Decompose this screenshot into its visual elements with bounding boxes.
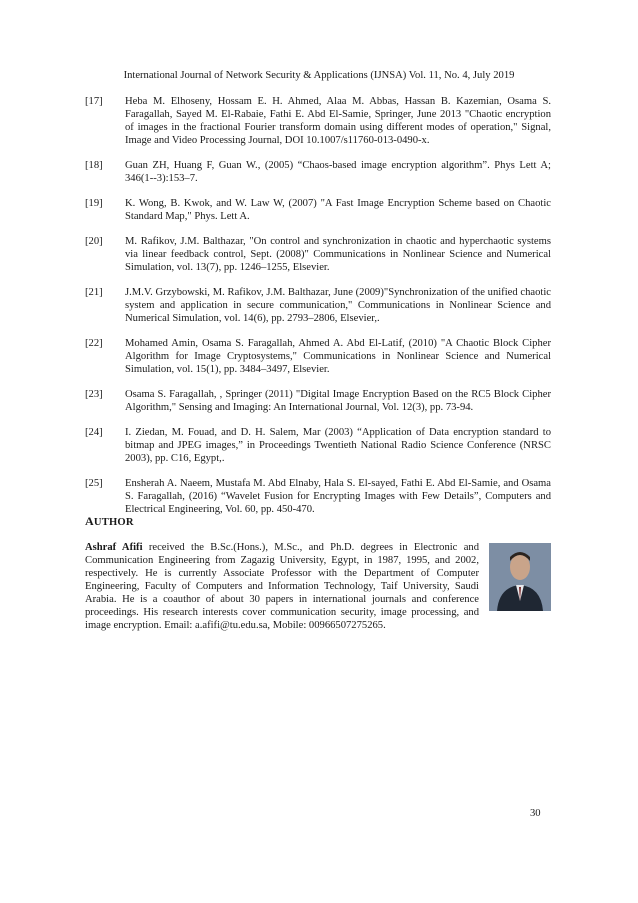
page-number: 30 bbox=[530, 808, 541, 819]
reference-number: [17] bbox=[85, 96, 103, 107]
reference-text: J.M.V. Grzybowski, M. Rafikov, J.M. Balthazar, June (2009)"Synchronization of the unified chaotic system and application in secure communication," Communications in Nonlinear Science and Numerical Simulation, vol. 14(6), pp. 2793–2806, Elsevier,. bbox=[125, 287, 551, 324]
reference-item bbox=[85, 477, 551, 516]
reference-text: Heba M. Elhoseny, Hossam E. H. Ahmed, Alaa M. Abbas, Hassan B. Kazemian, Osama S. Faragallah, Sayed M. El-Rabaie, Fathi E. Abd El-Samie, Springer, June 2013 "Chaotic encryption of images in the fractional Fourier transform domain using different modes of operation," Signal, Image and Video Processing Journal, DOI 10.1007/s11760-013-0490-x. bbox=[125, 96, 551, 146]
journal-header: International Journal of Network Security & Applications (IJNSA) Vol. 11, No. 4, July 2019 bbox=[123, 70, 515, 81]
reference-item bbox=[85, 197, 551, 223]
author-portrait-icon bbox=[489, 543, 551, 611]
reference-number: [18] bbox=[85, 160, 103, 171]
author-heading-rest: UTHOR bbox=[93, 517, 134, 528]
reference-text: K. Wong, B. Kwok, and W. Law W, (2007) "A Fast Image Encryption Scheme based on Chaotic Standard Map," Phys. Lett A. bbox=[125, 198, 551, 222]
reference-number: [24] bbox=[85, 427, 103, 438]
author-bio bbox=[85, 541, 551, 632]
reference-number: [23] bbox=[85, 389, 103, 400]
reference-text: Mohamed Amin, Osama S. Faragallah, Ahmed A. Abd El-Latif, (2010) "A Chaotic Block Cipher Algorithm for Image Cryptosystems," Communications in Nonlinear Science and Numerical Simulation, vol. 15(1), pp. 3484–3497, Elsevier. bbox=[125, 338, 551, 375]
author-bio-text: received the B.Sc.(Hons.), M.Sc., and Ph.D. degrees in Electronic and Communication Engineering from Zagazig University, Egypt, in 1987, 1995, and 2002, respectively. He is currently Associate Professor with the Department of Computer Engineering, Faculty of Computers and Information Technology, Taif University, Saudi Arabia. He is a coauthor of about 30 papers in international journals and conference proceedings. His research interests cover communication security, image processing, and image encryption. Email: a.afifi@tu.edu.sa, Mobile: 00966507275265. bbox=[85, 542, 480, 631]
reference-text: Ensherah A. Naeem, Mustafa M. Abd Elnaby, Hala S. El-sayed, Fathi E. Abd El-Samie, and Osama S. Faragallah, (2016) “Wavelet Fusion for Encrypting Images with Few Details”, Computers and Electrical Engineering, Vol. 60, pp. 450-470. bbox=[125, 478, 551, 515]
reference-item bbox=[85, 159, 551, 185]
reference-text: M. Rafikov, J.M. Balthazar, "On control and synchronization in chaotic and hyperchaotic systems via linear feedback control, Sept. (2008)" Communications in Nonlinear Science and Numerical Simulation, vol. 13(7), pp. 1246–1255, Elsevier. bbox=[125, 236, 551, 273]
reference-item bbox=[85, 426, 551, 465]
reference-number: [22] bbox=[85, 338, 103, 349]
reference-item bbox=[85, 388, 551, 414]
reference-number: [21] bbox=[85, 287, 103, 298]
reference-item bbox=[85, 286, 551, 325]
reference-number: [19] bbox=[85, 198, 103, 209]
reference-text: Osama S. Faragallah, , Springer (2011) "Digital Image Encryption Based on the RC5 Block Cipher Algorithm," Sensing and Imaging: An International Journal, Vol. 12(3), pp. 73-94. bbox=[125, 389, 551, 413]
author-heading-cap: A bbox=[85, 514, 94, 528]
reference-number: [20] bbox=[85, 236, 103, 247]
author-heading bbox=[85, 514, 134, 529]
reference-text: Guan ZH, Huang F, Guan W., (2005) “Chaos-based image encryption algorithm”. Phys Lett A; 346(1--3):153–7. bbox=[125, 160, 551, 184]
reference-text: I. Ziedan, M. Fouad, and D. H. Salem, Mar (2003) “Application of Data encryption standard to bitmap and JPEG images,” in Proceedings Twentieth National Radio Science Conference (NRSC 2003), pp. C16, Egypt,. bbox=[125, 427, 551, 464]
author-name: Ashraf Afifi bbox=[85, 542, 143, 553]
reference-item bbox=[85, 95, 551, 147]
reference-list bbox=[85, 95, 551, 528]
reference-item bbox=[85, 337, 551, 376]
reference-item bbox=[85, 235, 551, 274]
author-photo bbox=[489, 543, 551, 611]
reference-number: [25] bbox=[85, 478, 103, 489]
